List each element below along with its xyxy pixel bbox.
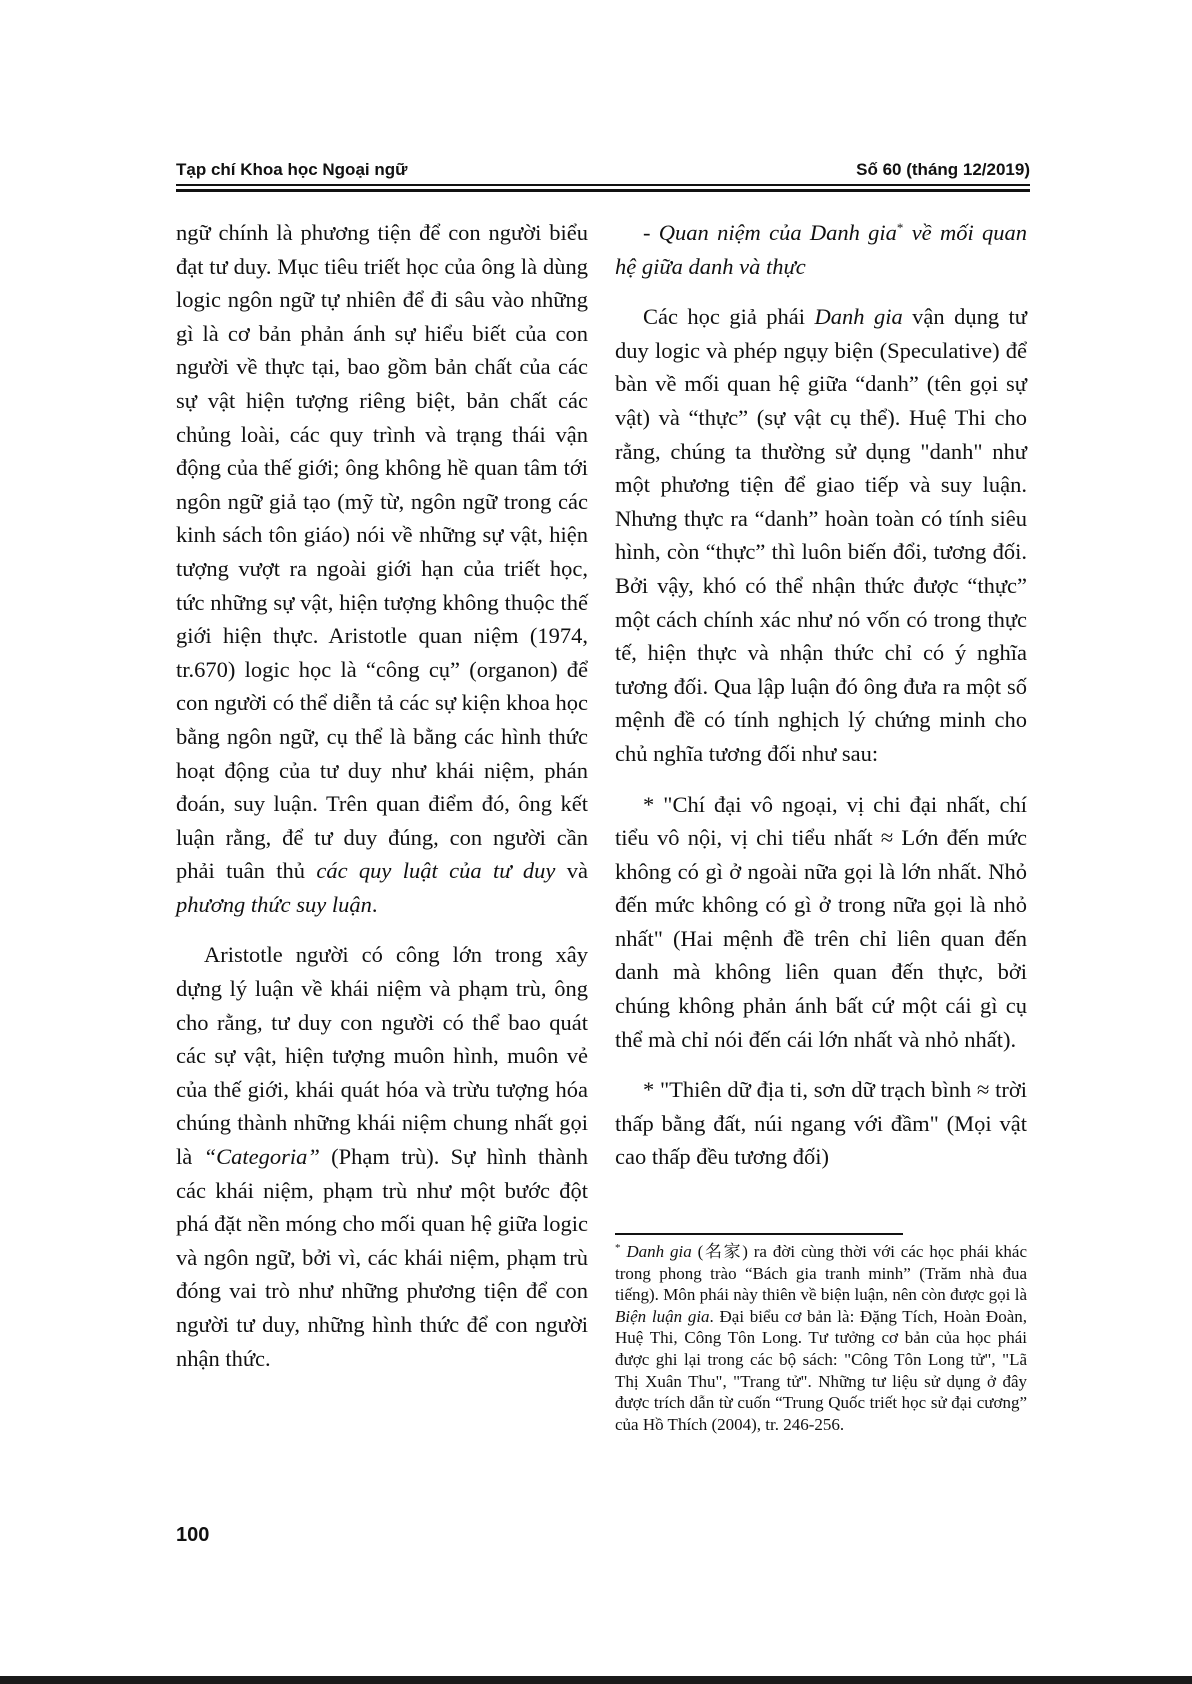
- journal-title: Tạp chí Khoa học Ngoại ngữ: [176, 160, 408, 179]
- section-heading: - Quan niệm của Danh gia* về mối quan hệ giữa danh và thực: [615, 220, 1027, 279]
- footnote-marker: *: [896, 220, 904, 235]
- page-number: 100: [176, 1524, 210, 1546]
- header-rule-thin: [176, 184, 1030, 186]
- paragraph: Aristotle người có công lớn trong xây dựng lý luận về khái niệm và phạm trù, ông cho rằng, tư duy con người có thể bao quát các sự vật, hiện tượng muôn hình, muôn vẻ của thế giới, khái quát hóa và trừu tượng hóa chúng thành những khái niệm chung nhất gọi là “Categoria” (Phạm trù). Sự hình thành các khái niệm, phạm trù như một bước đột phá đặt nền móng cho mối quan hệ giữa logic và ngôn ngữ, bởi vì, các khái niệm, phạm trù đóng vai trò như những phương tiện để con người tư duy, những hình thức để con người nhận thức.: [176, 942, 588, 1371]
- footnote-rule: [615, 1233, 903, 1235]
- left-column: [176, 216, 588, 1392]
- paragraph: * "Thiên dữ địa ti, sơn dữ trạch bình ≈ trời thấp bằng đất, núi ngang với đầm" (Mọi vật cao thấp đều tương đối): [615, 1077, 1027, 1170]
- bottom-edge-bar: [0, 1676, 1192, 1684]
- paragraph: * "Chí đại vô ngoại, vị chi đại nhất, chí tiểu vô nội, vị chi tiểu nhất ≈ Lớn đến mức không có gì ở ngoài nữa gọi là lớn nhất. Nhỏ đến mức không có gì ở trong nữa gọi là nhỏ nhất" (Hai mệnh đề trên chỉ liên quan đến danh mà không liên quan đến thực, bởi chúng không phản ánh bất cứ một cái gì cụ thể mà chỉ nói đến cái lớn nhất và nhỏ nhất).: [615, 791, 1027, 1052]
- header-rule-thick: [176, 189, 1030, 192]
- issue-info: Số 60 (tháng 12/2019): [856, 160, 1030, 179]
- running-header: [176, 160, 1030, 180]
- right-column: [615, 216, 1027, 1191]
- footnote: * Danh gia (名家) ra đời cùng thời với các học phái khác trong phong trào “Bách gia tranh minh” (Trăm nhà đua tiếng). Môn phái này thiên về biện luận, nên còn được gọi là Biện luận gia. Đại biểu cơ bản là: Đặng Tích, Hoàn Đoàn, Huệ Thi, Công Tôn Long. Tư tưởng cơ bản của học phái được ghi lại trong các bộ sách: "Công Tôn Long tử", "Lã Thị Xuân Thu", "Trang tử". Những tư liệu sử dụng ở đây được trích dẫn từ cuốn “Trung Quốc triết học sử đại cương” của Hồ Thích (2004), tr. 246-256.: [615, 1242, 1028, 1434]
- paragraph: ngữ chính là phương tiện để con người biểu đạt tư duy. Mục tiêu triết học của ông là dùng logic ngôn ngữ tự nhiên để đi sâu vào những gì là cơ bản phản ánh sự hiểu biết của con người về thực tại, bao gồm bản chất của các sự vật hiện tượng riêng biệt, bản chất các chủng loài, các quy trình và trạng thái vận động của thế giới; ông không hề quan tâm tới ngôn ngữ giả tạo (mỹ từ, ngôn ngữ trong các kinh sách tôn giáo) nói về những sự vật, hiện tượng vượt ra ngoài giới hạn của triết học, tức những sự vật, hiện tượng không thuộc thế giới hiện thực. Aristotle quan niệm (1974, tr.670) logic học là “công cụ” (organon) để con người có thể diễn tả các sự kiện khoa học bằng ngôn ngữ, cụ thể là bằng các hình thức hoạt động của tư duy như khái niệm, phán đoán, suy luận. Trên quan điểm đó, ông kết luận rằng, để tư duy đúng, con người cần phải tuân thủ các quy luật của tư duy và phương thức suy luận.: [176, 220, 588, 917]
- paragraph: Các học giả phái Danh gia vận dụng tư duy logic và phép ngụy biện (Speculative) để bàn về mối quan hệ giữa “danh” (tên gọi sự vật) và “thực” (sự vật cụ thể). Huệ Thi cho rằng, chúng ta thường sử dụng "danh" như một phương tiện để giao tiếp và suy luận. Nhưng thực ra “danh” hoàn toàn có tính siêu hình, còn “thực” thì luôn biến đổi, tương đối. Bởi vậy, khó có thể nhận thức được “thực” một cách chính xác như nó vốn có trong thực tế, hiện thực và nhận thức chỉ có ý nghĩa tương đối. Qua lập luận đó ông đưa ra một số mệnh đề có tính nghịch lý chứng minh cho chủ nghĩa tương đối như sau:: [615, 304, 1027, 766]
